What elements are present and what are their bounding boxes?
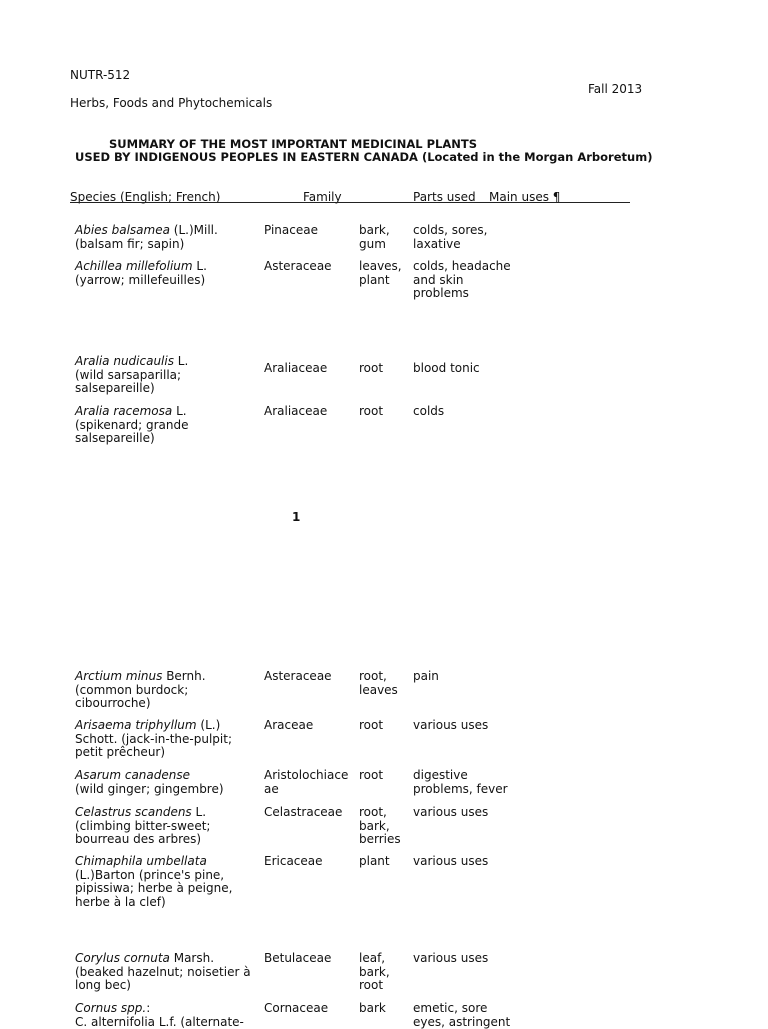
uses-cell: various uses — [413, 951, 489, 965]
family-cell: Ericaceae — [264, 854, 323, 868]
common-name: (wild ginger; gingembre) — [75, 781, 224, 796]
common-name: (climbing bitter-sweet; bourreau des arbres) — [75, 818, 211, 846]
species-cell — [75, 224, 255, 251]
document-title-line1: SUMMARY OF THE MOST IMPORTANT MEDICINAL PLANTS — [109, 137, 477, 151]
common-name: (L.)Barton (prince's pine, pipissiwa; herbe à peigne, herbe à la clef) — [75, 867, 233, 909]
uses-cell: emetic, sore eyes, astringent — [413, 1001, 511, 1029]
uses-cell: various uses — [413, 805, 489, 819]
column-header-parts: Parts used — [413, 190, 476, 204]
latin-name: Arctium minus — [75, 669, 163, 683]
page-number: 1 — [292, 510, 301, 524]
family-cell: Araliaceae — [264, 404, 328, 418]
latin-name: Aralia racemosa — [75, 404, 173, 418]
parts-cell: leaf, bark, root — [359, 951, 390, 992]
parts-cell: root — [359, 718, 384, 732]
family-cell: Aristolochiace ae — [264, 768, 349, 796]
latin-name: Arisaema triphyllum — [75, 718, 197, 732]
authority: L. — [173, 354, 189, 368]
authority: (L.) — [196, 718, 221, 732]
parts-cell: bark, gum — [359, 223, 390, 251]
parts-cell: root — [359, 404, 384, 418]
parts-cell: root, bark, berries — [359, 805, 401, 846]
family-cell: Cornaceae — [264, 1001, 329, 1015]
family-cell: Betulaceae — [264, 951, 332, 965]
authority: Bernh. — [162, 669, 206, 683]
authority: : — [146, 1001, 151, 1015]
term: Fall 2013 — [588, 82, 643, 96]
uses-cell: colds, headache and skin problems — [413, 259, 511, 300]
latin-name: Celastrus scandens — [75, 805, 192, 819]
uses-cell: digestive problems, fever — [413, 768, 508, 796]
authority: (L.)Mill. — [169, 223, 218, 237]
common-name: (beaked hazelnut; noisetier à long bec) — [75, 964, 251, 992]
latin-name: Aralia nudicaulis — [75, 354, 174, 368]
parts-cell: leaves, plant — [359, 259, 402, 287]
species-cell — [75, 670, 255, 711]
common-name: C. alternifolia L.f. (alternate- — [75, 1014, 244, 1029]
course-title: Herbs, Foods and Phytochemicals — [70, 96, 273, 110]
uses-cell: various uses — [413, 854, 489, 868]
species-cell — [75, 855, 255, 909]
common-name: Schott. (jack-in-the-pulpit; petit prêcheur) — [75, 731, 232, 759]
family-cell: Pinaceae — [264, 223, 318, 237]
latin-name: Chimaphila umbellata — [75, 854, 207, 868]
species-cell — [75, 719, 255, 760]
parts-cell: root — [359, 768, 384, 782]
latin-name: Corylus cornuta — [75, 951, 170, 965]
column-header-uses: Main uses ¶ — [489, 190, 561, 204]
parts-cell: root, leaves — [359, 669, 398, 697]
common-name: (yarrow; millefeuilles) — [75, 272, 206, 287]
parts-cell: root — [359, 361, 384, 375]
authority: Marsh. — [169, 951, 215, 965]
uses-cell: blood tonic — [413, 361, 480, 375]
column-header-family: Family — [303, 190, 342, 204]
family-cell: Asteraceae — [264, 669, 332, 683]
common-name: (wild sarsaparilla; salsepareille) — [75, 367, 182, 395]
latin-name: Achillea millefolium — [75, 259, 193, 273]
uses-cell: colds — [413, 404, 445, 418]
uses-cell: pain — [413, 669, 439, 683]
parts-cell: bark — [359, 1001, 386, 1015]
family-cell: Celastraceae — [264, 805, 343, 819]
latin-name: Abies balsamea — [75, 223, 170, 237]
common-name: (balsam fir; sapin) — [75, 236, 185, 251]
species-cell — [75, 405, 255, 446]
header-rule — [70, 202, 630, 203]
species-cell — [75, 355, 255, 396]
species-cell — [75, 1002, 255, 1029]
common-name: (common burdock; cibourroche) — [75, 682, 189, 710]
family-cell: Araceae — [264, 718, 314, 732]
uses-cell: colds, sores, laxative — [413, 223, 488, 251]
authority: L. — [191, 805, 207, 819]
course-code: NUTR-512 — [70, 68, 131, 82]
family-cell: Asteraceae — [264, 259, 332, 273]
species-cell — [75, 952, 255, 993]
parts-cell: plant — [359, 854, 390, 868]
authority: L. — [192, 259, 207, 273]
family-cell: Araliaceae — [264, 361, 328, 375]
species-cell — [75, 260, 255, 287]
column-header-species: Species (English; French) — [70, 190, 221, 204]
species-cell — [75, 769, 255, 796]
document-title-line2: USED BY INDIGENOUS PEOPLES IN EASTERN CANADA (Located in the Morgan Arboretum) — [75, 150, 653, 164]
authority: L. — [172, 404, 187, 418]
latin-name: Cornus spp. — [75, 1001, 147, 1015]
common-name: (spikenard; grande salsepareille) — [75, 417, 189, 445]
latin-name: Asarum canadense — [75, 768, 191, 782]
uses-cell: various uses — [413, 718, 489, 732]
species-cell — [75, 806, 255, 847]
